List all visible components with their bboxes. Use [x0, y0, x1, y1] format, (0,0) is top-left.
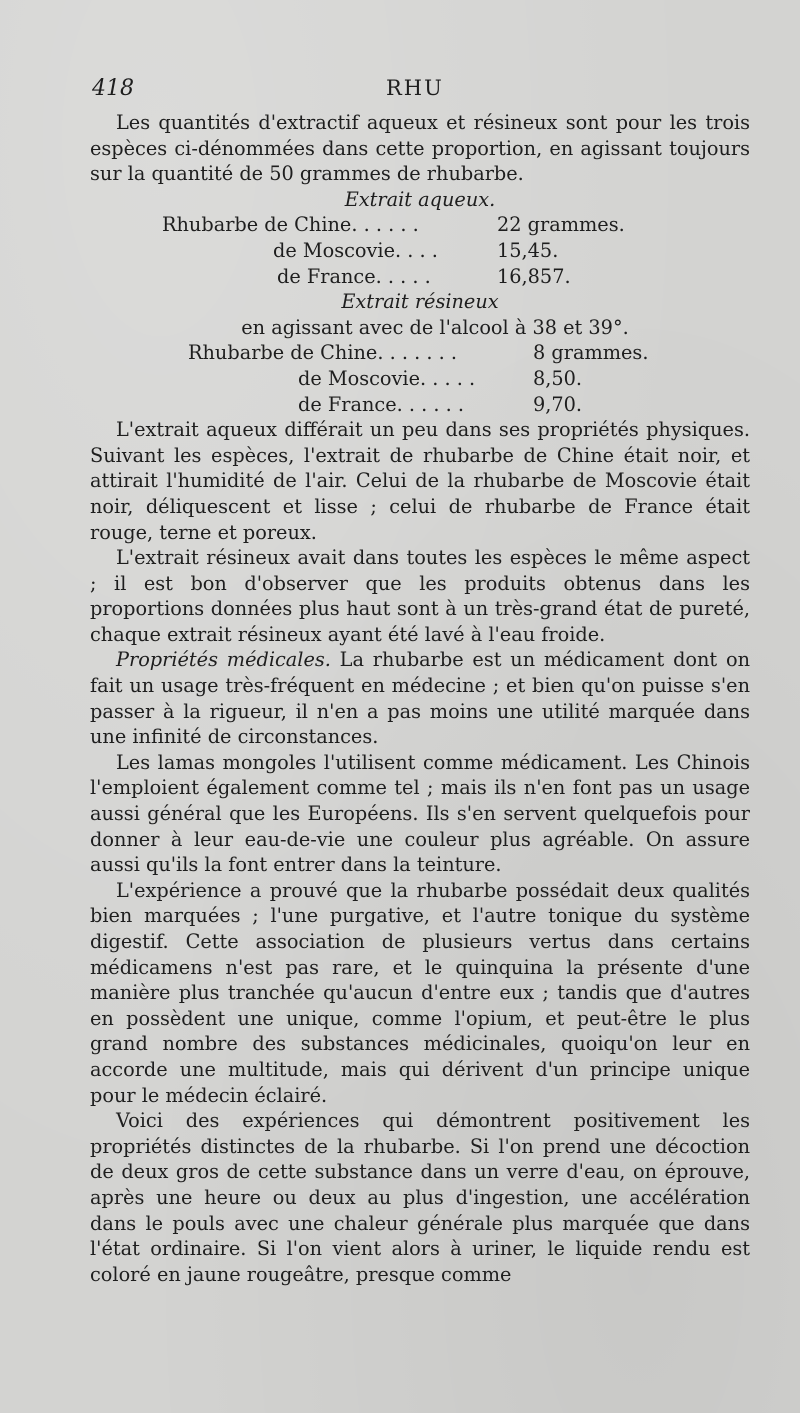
- table-row: [90, 212, 750, 238]
- table-row: [90, 238, 750, 264]
- extrait-resineux-table: [90, 340, 750, 417]
- body-text: [90, 110, 750, 1287]
- paragraph-proprietes-medicales: [90, 647, 750, 749]
- paragraph-experiences: Voici des expériences qui démontrent positivement les propriétés distinctes de la rhubarbe. Si l'on prend une décoction de deux gros de cette substance dans un verre d'eau, on éprouve, après une heure ou deux au plus d'ingestion, une accélération dans le pouls avec une chaleur générale plus marquée que dans l'état ordinaire. Si l'on vient alors à uriner, le liquide rendu est coloré en jaune rougeâtre, presque comme: [90, 1109, 750, 1286]
- row-label: Rhubarbe de Chine. . . . . . .: [188, 341, 458, 365]
- row-value: 16,857.: [497, 264, 571, 288]
- table-row: [90, 392, 750, 418]
- row-label: de Moscovie. . . . .: [298, 366, 476, 390]
- row-label: Rhubarbe de Chine. . . . . .: [162, 213, 419, 237]
- extrait-resineux-intro: en agissant avec de l'alcool à 38 et 39°.: [241, 315, 629, 339]
- row-value: 9,70.: [533, 392, 583, 416]
- paragraph-lamas: Les lamas mongoles l'utilisent comme médicament. Les Chinois l'emploient également comme tel ; mais ils n'en font pas un usage aussi général que les Européens. Ils s'en servent quelquefois pour donner à leur eau-de-vie une couleur plus agréable. On assure aussi qu'ils la font entrer dans la teinture.: [90, 750, 750, 877]
- paragraph-intro: Les quantités d'extractif aqueux et résineux sont pour les trois espèces ci-dénommées dans cette proportion, en agissant toujours sur la quantité de 50 grammes de rhubarbe.: [90, 111, 750, 186]
- paragraph-extrait-aqueux: L'extrait aqueux différait un peu dans ses propriétés physiques. Suivant les espèces, l'extrait de rhubarbe de Chine était noir, et attirait l'humidité de l'air. Celui de la rhubarbe de Moscovie était noir, déliquescent et lisse ; celui de rhubarbe de France était rouge, terne et poreux.: [90, 418, 750, 544]
- page-header: [92, 76, 748, 106]
- paragraph-experience: L'expérience a prouvé que la rhubarbe possédait deux qualités bien marquées ; l'une purgative, et l'autre tonique du système digestif. Cette association de plusieurs vertus dans certains médicamens n'est pas rare, et le quinquina la présente d'une manière plus tranchée qu'aucun d'entre eux ; tandis que d'autres en possèdent une unique, comme l'opium, et peut-être le plus grand nombre des substances médicinales, quoiqu'on leur en accorde une multitude, mais qui dérivent d'un principe unique pour le médecin éclairé.: [90, 878, 750, 1107]
- table-row: [90, 340, 750, 366]
- row-value: 15,45.: [497, 238, 559, 262]
- page-number: 418: [92, 76, 134, 101]
- running-head: RHU: [386, 76, 444, 100]
- paragraph-extrait-resineux: L'extrait résineux avait dans toutes les espèces le même aspect ; il est bon d'observer que les produits obtenus dans les proportions données plus haut sont à un très-grand état de pureté, chaque extrait résineux ayant été lavé à l'eau froide.: [90, 546, 750, 646]
- row-value: 22 grammes.: [497, 213, 625, 237]
- section-lead: Propriétés médicales.: [116, 648, 331, 672]
- row-label: de France. . . . . .: [298, 392, 465, 416]
- extrait-resineux-title: Extrait résineux: [341, 290, 499, 314]
- row-label: de Moscovie. . . .: [273, 238, 438, 262]
- extrait-aqueux-title: Extrait aqueux.: [344, 187, 496, 211]
- extrait-aqueux-table: [90, 212, 750, 289]
- table-row: [90, 264, 750, 290]
- paragraph-text: La rhubarbe est un médicament dont on fait un usage très-fréquent en médecine ; et bien qu'on puisse s'en passer à la rigueur, il n'en a pas moins une utilité marquée dans une infinité de circonstances.: [90, 648, 751, 749]
- row-label: de France. . . . .: [277, 264, 431, 288]
- row-value: 8,50.: [533, 366, 583, 390]
- row-value: 8 grammes.: [533, 341, 649, 365]
- table-row: [90, 366, 750, 392]
